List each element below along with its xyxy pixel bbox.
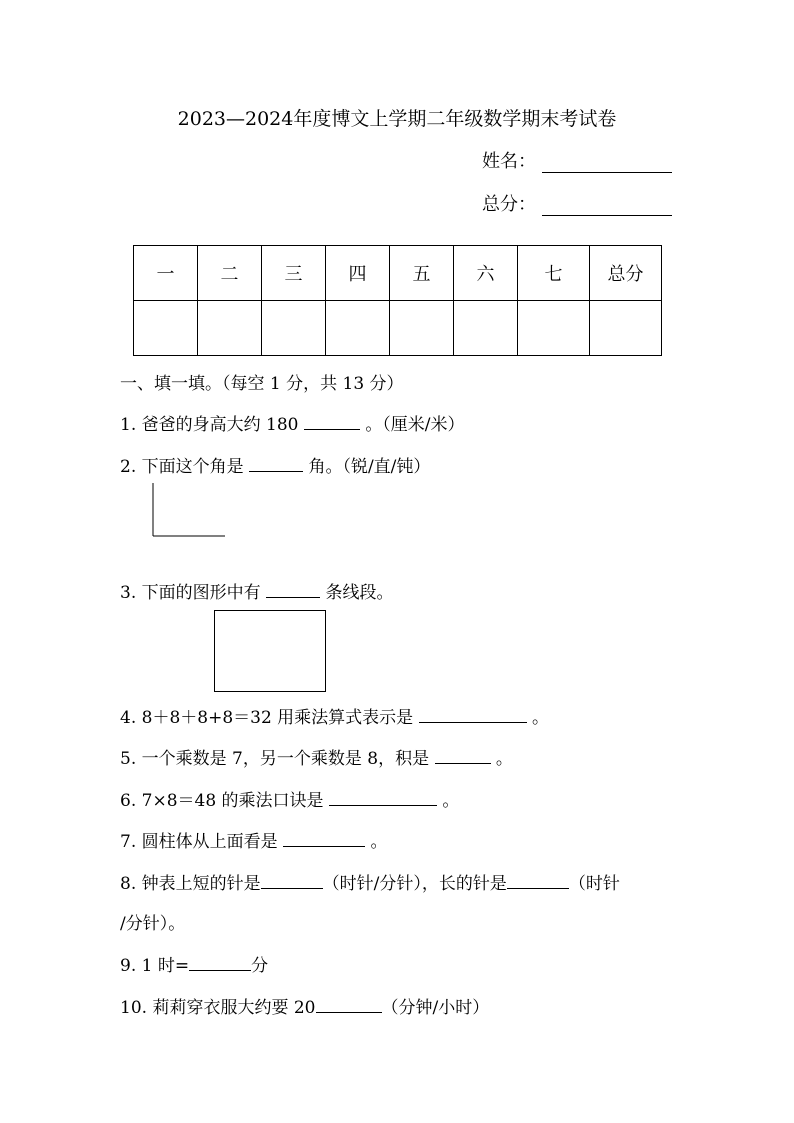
score-cell[interactable] [262, 301, 326, 356]
answer-blank[interactable] [316, 995, 382, 1013]
answer-blank[interactable] [435, 746, 491, 764]
answer-blank[interactable] [266, 580, 320, 598]
answer-blank[interactable] [189, 953, 251, 971]
question-text: 钟表上短的针是 [141, 874, 261, 894]
score-header: 总分 [590, 246, 662, 301]
name-label: 姓名： [482, 151, 536, 172]
question-number: 8. [120, 874, 137, 894]
answer-blank[interactable] [507, 871, 569, 889]
score-cell[interactable] [326, 301, 390, 356]
question-text: 。（厘米/米） [365, 415, 465, 435]
page-title: 2023—2024年度博文上学期二年级数学期末考试卷 [177, 108, 617, 130]
question-number: 6. [120, 791, 137, 811]
question-number: 9. [120, 956, 137, 976]
question-number: 1. [120, 415, 137, 435]
question-4 [120, 703, 549, 728]
question-text: （时针/分针），长的针是 [322, 874, 507, 894]
question-10 [120, 993, 489, 1018]
score-cell[interactable] [198, 301, 262, 356]
question-text: 8＋8＋8+8＝32 用乘法算式表示是 [141, 708, 414, 728]
answer-blank[interactable] [249, 454, 303, 472]
score-header: 四 [326, 246, 390, 301]
score-header: 三 [262, 246, 326, 301]
question-text: 角。（锐/直/钝） [308, 457, 431, 477]
question-text: 。 [370, 832, 388, 852]
question-1 [120, 410, 465, 435]
score-header-row [134, 246, 662, 301]
total-field [482, 190, 672, 216]
score-header: 一 [134, 246, 198, 301]
score-cell[interactable] [390, 301, 454, 356]
question-number: 3. [120, 583, 137, 603]
question-text: （分钟/小时） [381, 998, 490, 1018]
score-header: 二 [198, 246, 262, 301]
question-number: 4. [120, 708, 137, 728]
question-text: 。 [442, 791, 460, 811]
score-value-row [134, 301, 662, 356]
score-header: 五 [390, 246, 454, 301]
question-text: 7×8＝48 的乘法口诀是 [141, 791, 324, 811]
question-text: 。 [495, 749, 513, 769]
section-heading: 一、填一填。（每空 1 分，共 13 分） [120, 374, 404, 394]
total-label: 总分： [482, 194, 536, 215]
score-table [133, 245, 662, 356]
score-cell[interactable] [590, 301, 662, 356]
question-9 [120, 951, 268, 976]
question-7 [120, 827, 387, 852]
rectangle-figure [214, 610, 326, 692]
question-text: 一个乘数是 7，另一个乘数是 8，积是 [141, 749, 430, 769]
question-number: 7. [120, 832, 137, 852]
question-number: 2. [120, 457, 137, 477]
name-field [482, 147, 672, 173]
score-cell[interactable] [518, 301, 590, 356]
question-number: 5. [120, 749, 137, 769]
question-5 [120, 744, 513, 769]
name-blank[interactable] [542, 154, 672, 173]
question-6 [120, 786, 459, 811]
score-header: 六 [454, 246, 518, 301]
question-2 [120, 452, 430, 477]
right-angle-figure [150, 482, 230, 540]
score-cell[interactable] [454, 301, 518, 356]
question-number: 10. [120, 998, 148, 1018]
question-text: 下面的图形中有 [141, 583, 261, 603]
question-text: 莉莉穿衣服大约要 20 [152, 998, 316, 1018]
answer-blank[interactable] [283, 829, 365, 847]
score-cell[interactable] [134, 301, 198, 356]
score-header: 七 [518, 246, 590, 301]
question-text: 下面这个角是 [141, 457, 244, 477]
answer-blank[interactable] [261, 871, 323, 889]
question-text: 条线段。 [325, 583, 394, 603]
question-text: 。 [532, 708, 549, 728]
question-text: 1 时= [141, 956, 190, 976]
question-text: 爸爸的身高大约 180 [141, 415, 299, 435]
answer-blank[interactable] [329, 788, 437, 806]
question-text: 分 [251, 956, 269, 976]
question-text: （时针 [568, 874, 620, 894]
question-text: 圆柱体从上面看是 [141, 832, 278, 852]
question-8-continued: /分针）。 [120, 914, 186, 934]
answer-blank[interactable] [304, 412, 360, 430]
question-8 [120, 869, 620, 894]
total-blank[interactable] [542, 197, 672, 216]
answer-blank[interactable] [419, 705, 527, 723]
question-3 [120, 578, 393, 603]
